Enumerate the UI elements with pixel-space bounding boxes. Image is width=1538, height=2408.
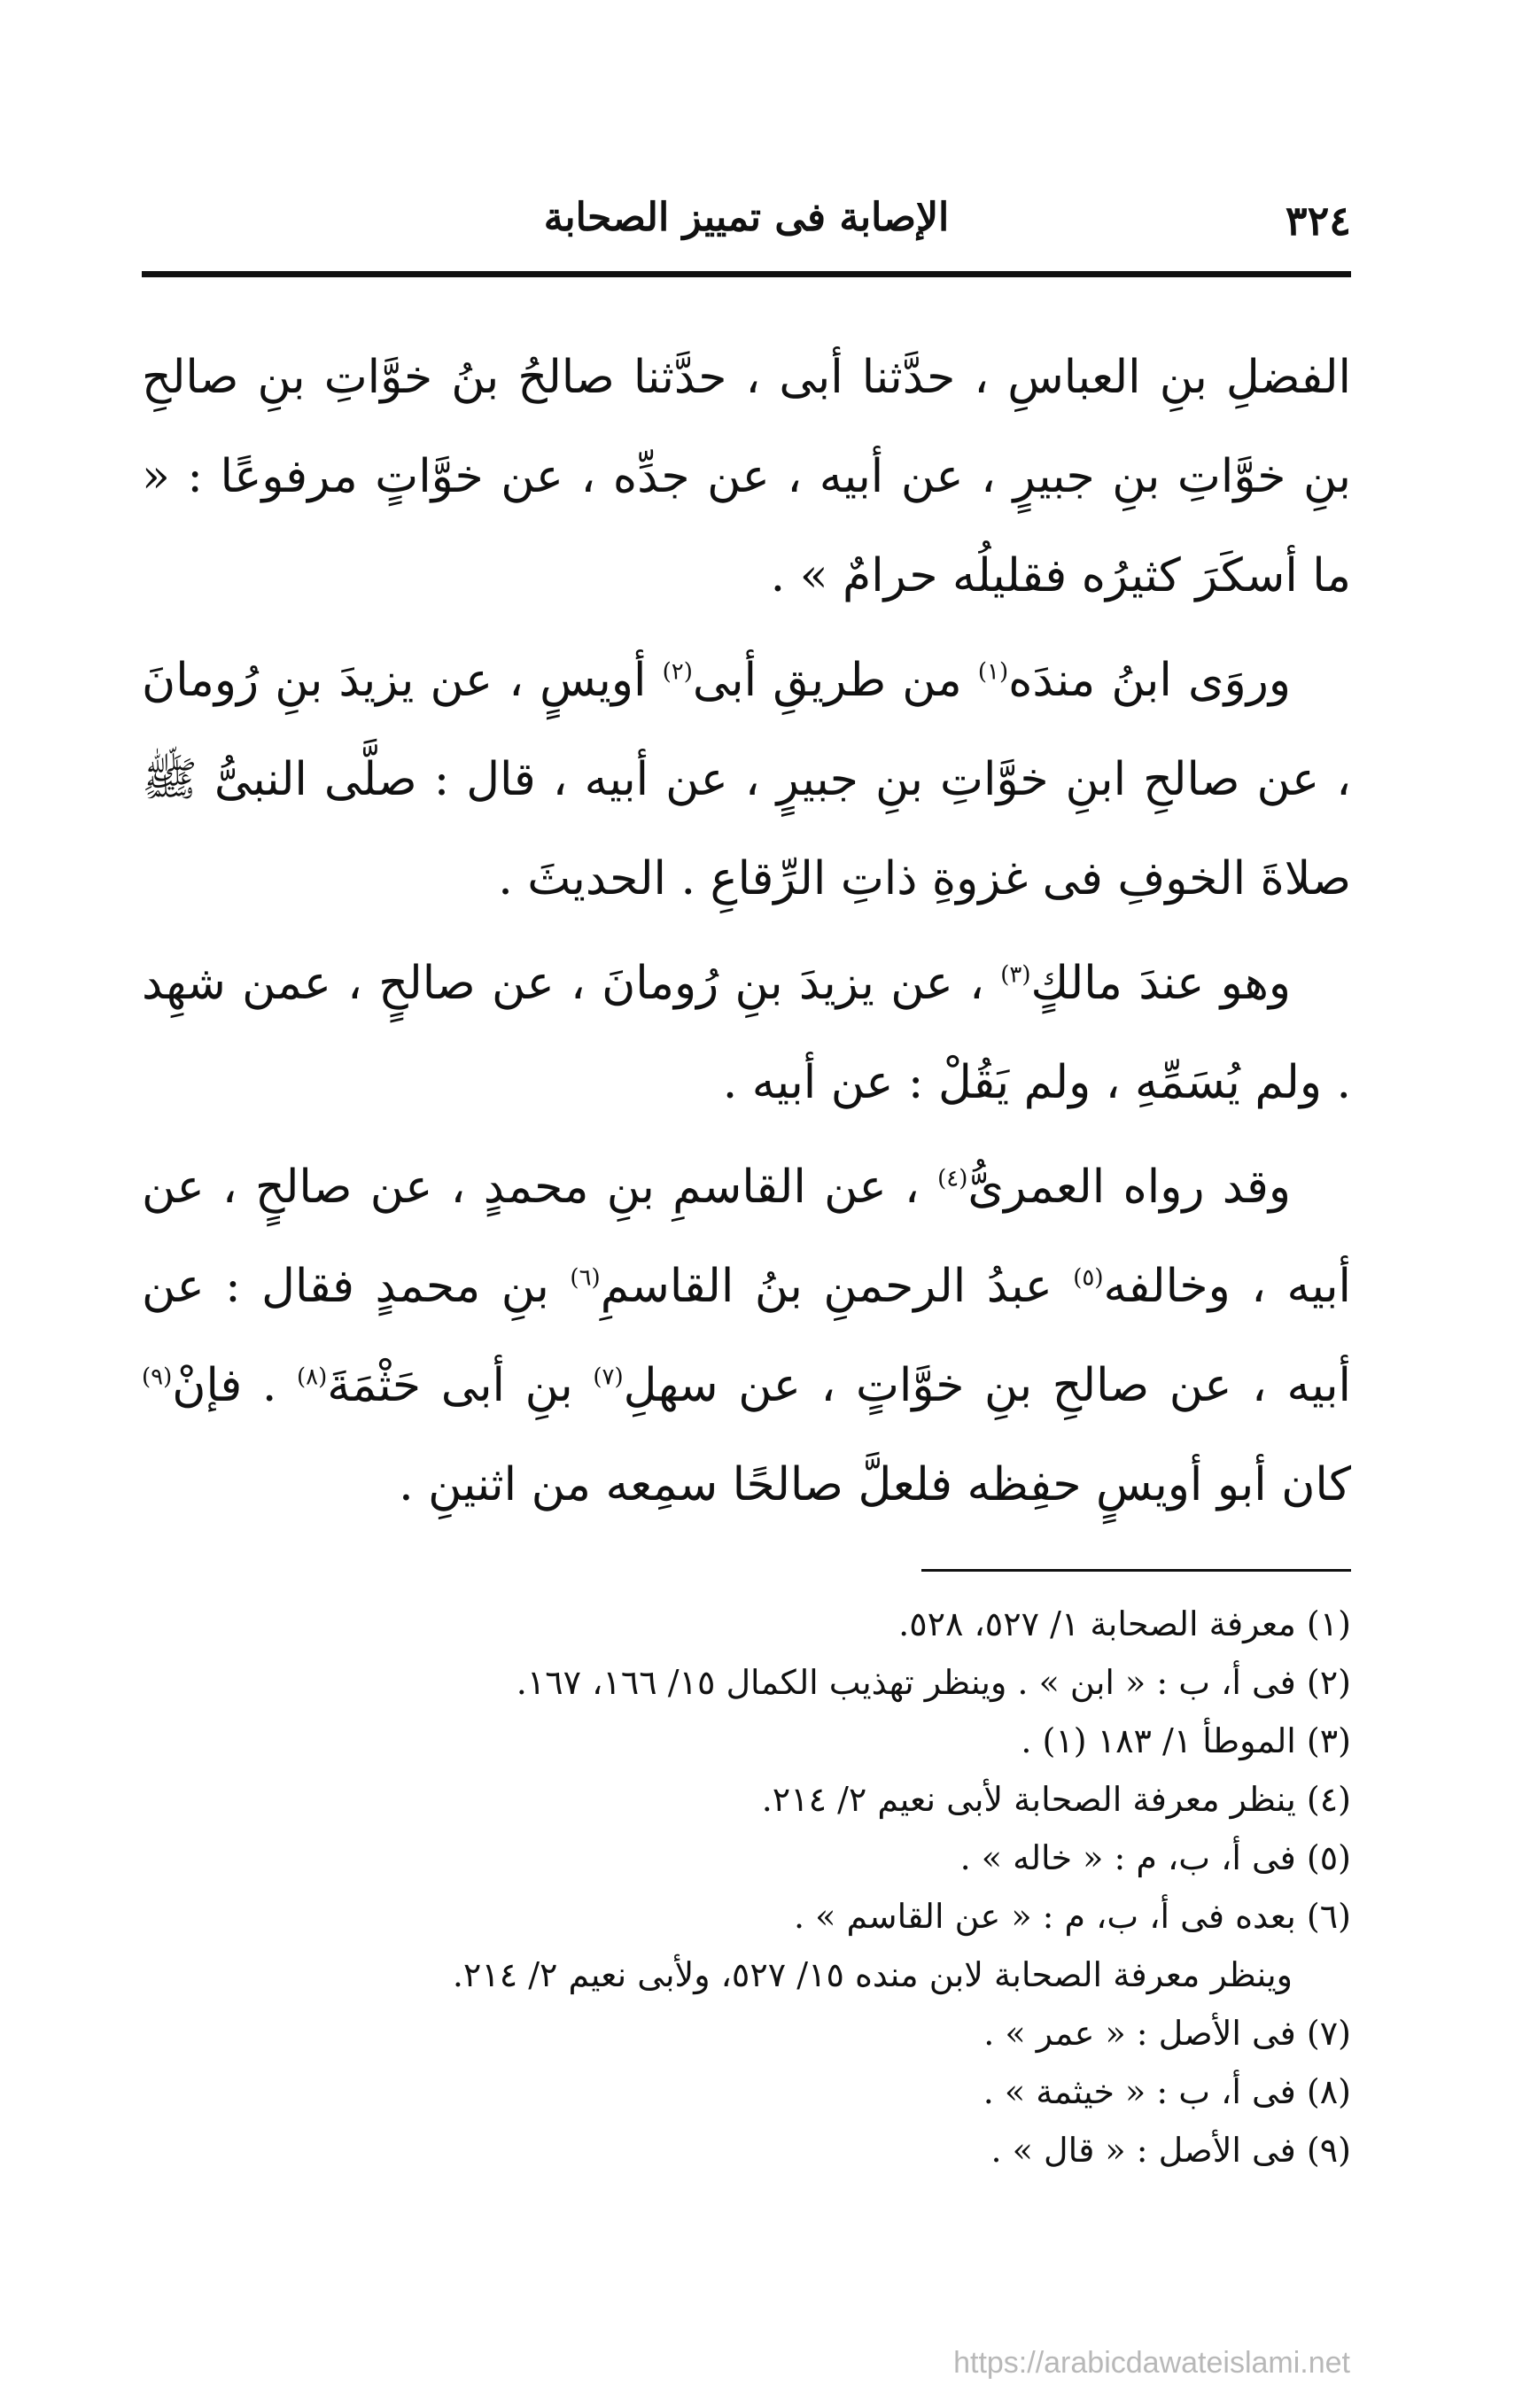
footnote-ref-9[interactable]: (٩) (142, 1363, 173, 1391)
footnote-4: (٤) ينظر معرفة الصحابة لأبى نعيم ٢/ ٢١٤. (761, 1780, 1351, 1819)
text-run: أويسٍ ، عن يزيدَ بنِ رُومانَ ، عن صالحِ ابنِ خوَّاتِ بنِ جبيرٍ ، عن أبيه ، قال : صلَّى النبىُّ ﷺ صلاةَ الخوفِ فى غزوةِ ذاتِ الرِّقاعِ . الحديثَ . (142, 654, 1351, 905)
text-run: بنِ محمدٍ فقال : عن أبيه ، عن صالحِ بنِ خوَّاتٍ ، عن سهلِ (142, 1260, 1351, 1412)
footnote-8: (٨) فى أ، ب : « خيثمة » . (983, 2072, 1351, 2111)
footnote-2: (٢) فى أ، ب : « ابن » . وينظر تهذيب الكمال ١٥/ ١٦٦، ١٦٧. (516, 1663, 1351, 1702)
text-run: ، عن يزيدَ بنِ رُومانَ ، عن صالحٍ ، عمن شهِد . ولم يُسَمِّهِ ، ولم يَقُلْ : عن أبيه . (142, 957, 1351, 1109)
text-run: . فإنْ (172, 1359, 298, 1412)
footnote-ref-7[interactable]: (٧) (593, 1363, 624, 1391)
footnote-6: (٦) بعده فى أ، ب، م : « عن القاسم » . (794, 1897, 1351, 1936)
header-rule (142, 271, 1351, 277)
watermark-url: https://arabicdawateislami.net (953, 2346, 1350, 2380)
footnote-ref-1[interactable]: (١) (977, 658, 1009, 686)
paragraph-2 (142, 631, 1351, 928)
footnote-ref-5[interactable]: (٥) (1073, 1264, 1104, 1292)
page-number: ٣٢٤ (1285, 197, 1351, 245)
running-title: الإصابة فى تمييز الصحابة (543, 195, 950, 240)
text-run: وهو عندَ مالكٍ (1030, 957, 1291, 1010)
footnote-ref-2[interactable]: (٢) (662, 658, 693, 686)
page-header (142, 184, 1351, 255)
paragraph-1: الفضلِ بنِ العباسِ ، حدَّثنا أبى ، حدَّثنا صالحُ بنُ خوَّاتِ بنِ صالحِ بنِ خوَّاتِ بنِ جبيرٍ ، عن أبيه ، عن جدِّه ، عن خوَّاتٍ مرفوعًا : « ما أسكَرَ كثيرُه فقليلُه حرامٌ » . (142, 351, 1351, 602)
footnote-1: (١) معرفة الصحابة ١/ ٥٢٧، ٥٢٨. (898, 1604, 1351, 1643)
footnote-3: (٣) الموطأ ١/ ١٨٣ (١) . (1021, 1721, 1351, 1760)
footnote-ref-3[interactable]: (٣) (1000, 961, 1031, 989)
footnotes (142, 1595, 1351, 2179)
text-run: من طريقِ أبى (692, 654, 978, 707)
footnote-6-continuation: وينظر معرفة الصحابة لابن منده ١٥/ ٥٢٧، ولأبى نعيم ٢/ ٢١٤. (452, 1955, 1293, 1994)
footnote-9: (٩) فى الأصل : « قال » . (990, 2131, 1351, 2170)
text-run: وقد رواه العمرىُّ (967, 1161, 1291, 1214)
text-run: بنِ أبى حَثْمَةَ (327, 1359, 594, 1412)
main-text (142, 328, 1351, 1540)
footnote-ref-8[interactable]: (٨) (297, 1363, 328, 1391)
paragraph-4 (142, 1138, 1351, 1534)
text-run: وروَى ابنُ مندَه (1008, 654, 1291, 707)
footnote-ref-6[interactable]: (٦) (570, 1264, 601, 1292)
text-run: ، عن القاسمِ بنِ محمدٍ ، عن صالحٍ ، عن أبيه ، وخالفه (142, 1161, 1352, 1313)
paragraph-3 (142, 934, 1351, 1132)
text-run: كان أبو أويسٍ حفِظه فلعلَّ صالحًا سمِعه من اثنينِ . (399, 1458, 1351, 1511)
footnote-ref-4[interactable]: (٤) (937, 1165, 968, 1192)
footnote-7: (٧) فى الأصل : « عمر » . (983, 2014, 1351, 2053)
footnote-separator (921, 1569, 1351, 1572)
footnote-5: (٥) فى أ، ب، م : « خاله » . (959, 1838, 1351, 1877)
text-run: عبدُ الرحمنِ بنُ القاسمِ (600, 1260, 1074, 1313)
